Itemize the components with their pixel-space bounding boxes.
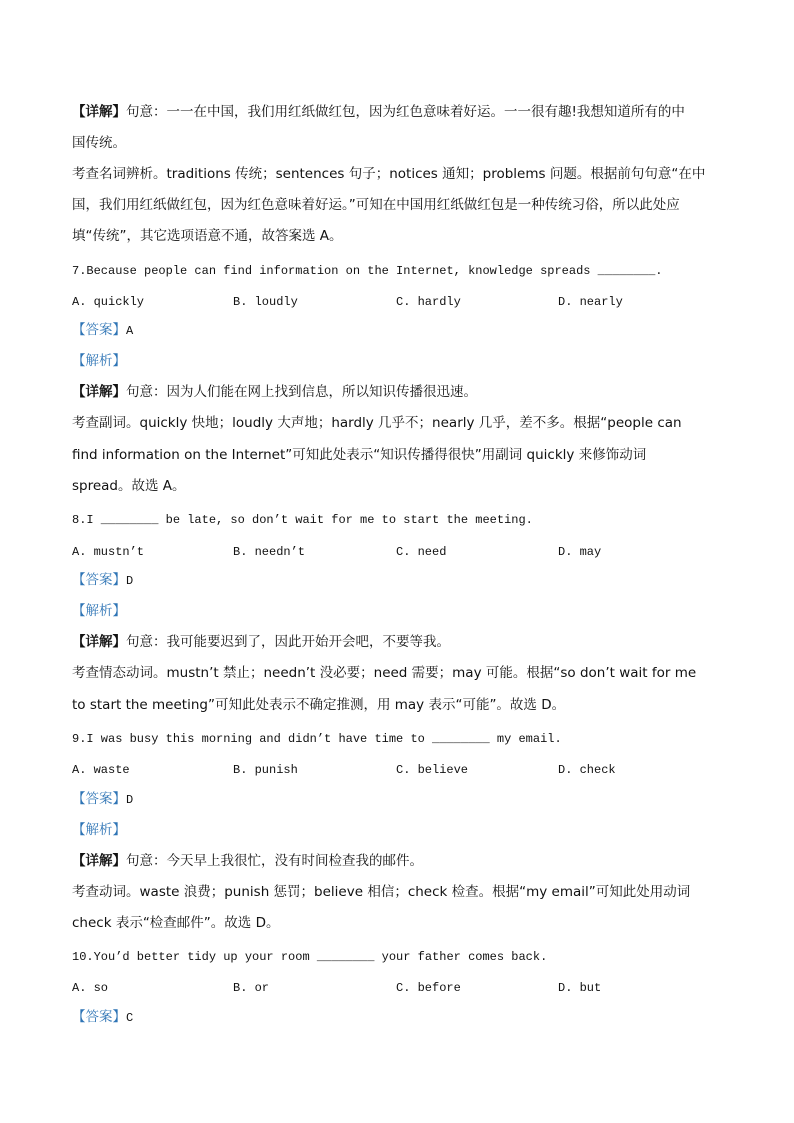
q9-option-a: A. waste [72, 763, 130, 777]
q7-detail-tag: 【详解】 [72, 384, 126, 400]
q7-option-b: B. loudly [233, 295, 298, 309]
q9-analysis-line-1: 考查动词。waste 浪费；punish 惩罚；believe 相信；check 检查。根据“my email”可知此处用动词 [72, 884, 691, 900]
q8-analysis-tag: 【解析】 [72, 603, 126, 619]
q8-detail-tag: 【详解】 [72, 634, 126, 650]
q7-analysis-tag: 【解析】 [72, 353, 126, 369]
q8-answer-tag: 【答案】 [72, 572, 126, 588]
q9-analysis-line-2: check 表示“检查邮件”。故选 D。 [72, 915, 280, 931]
q6-analysis-line-3: 填“传统”，其它选项语意不通，故答案选 A。 [72, 228, 343, 244]
q7-stem: 7.Because people can find information on the Internet, knowledge spreads ________. [72, 264, 663, 278]
q7-answer-tag: 【答案】 [72, 322, 126, 338]
q9-answer-value: D [126, 793, 134, 807]
q8-option-b: B. needn’t [233, 545, 306, 559]
q6-detail-line-2: 国传统。 [72, 135, 126, 151]
q8-detail [72, 633, 450, 651]
q9-answer-tag: 【答案】 [72, 791, 126, 807]
q8-option-d: D. may [558, 545, 602, 559]
q10-stem: 10.You’d better tidy up your room ________ your father comes back. [72, 950, 548, 964]
q10-answer-tag: 【答案】 [72, 1009, 126, 1025]
q10-option-b: B. or [233, 981, 270, 995]
q7-option-a: A. quickly [72, 295, 145, 309]
q9-option-c: C. believe [396, 763, 469, 777]
q8-option-a: A. mustn’t [72, 545, 145, 559]
q7-analysis-line-1: 考查副词。quickly 快地；loudly 大声地；hardly 几乎不；nearly 几乎，差不多。根据“people can [72, 415, 682, 431]
q7-option-c: C. hardly [396, 295, 461, 309]
q6-detail-tag: 【详解】 [72, 104, 126, 120]
q10-option-c: C. before [396, 981, 461, 995]
q8-answer [72, 571, 133, 590]
q8-analysis-line-2: to start the meeting”可知此处表示不确定推测，用 may 表示“可能”。故选 D。 [72, 697, 566, 713]
q8-answer-value: D [126, 574, 134, 588]
q6-analysis-line-2: 国，我们用红纸做红包，因为红色意味着好运。”可知在中国用红纸做红包是一种传统习俗，所以此处应 [72, 197, 680, 213]
q8-option-c: C. need [396, 545, 447, 559]
q7-answer [72, 321, 133, 340]
q6-analysis-line-1: 考查名词辨析。traditions 传统；sentences 句子；notices 通知；problems 问题。根据前句句意“在中 [72, 166, 706, 182]
q6-detail-text: 句意：一一在中国，我们用红纸做红包，因为红色意味着好运。一一很有趣!我想知道所有的中 [126, 104, 685, 120]
q8-stem: 8.I ________ be late, so don’t wait for me to start the meeting. [72, 513, 533, 527]
q9-option-b: B. punish [233, 763, 298, 777]
q7-detail-text: 句意：因为人们能在网上找到信息，所以知识传播很迅速。 [126, 384, 477, 400]
q9-detail-tag: 【详解】 [72, 853, 126, 869]
q7-analysis-line-2: find information on the Internet”可知此处表示“知识传播得很快”用副词 quickly 来修饰动词 [72, 447, 647, 463]
q10-option-a: A. so [72, 981, 109, 995]
q9-stem: 9.I was busy this morning and didn’t have time to ________ my email. [72, 732, 562, 746]
q7-option-d: D. nearly [558, 295, 623, 309]
q9-analysis-tag: 【解析】 [72, 822, 126, 838]
q8-analysis-line-1: 考查情态动词。mustn’t 禁止；needn’t 没必要；need 需要；may 可能。根据“so don’t wait for me [72, 665, 697, 681]
q9-detail-text: 句意：今天早上我很忙，没有时间检查我的邮件。 [126, 853, 423, 869]
q7-analysis-line-3: spread。故选 A。 [72, 478, 186, 494]
q9-detail [72, 852, 423, 870]
q10-answer [72, 1008, 133, 1027]
q10-option-d: D. but [558, 981, 602, 995]
q7-detail [72, 383, 477, 401]
q7-answer-value: A [126, 324, 134, 338]
q9-option-d: D. check [558, 763, 616, 777]
q8-detail-text: 句意：我可能要迟到了，因此开始开会吧，不要等我。 [126, 634, 450, 650]
q6-detail-line-1 [72, 103, 685, 121]
q10-answer-value: C [126, 1011, 134, 1025]
q9-answer [72, 790, 133, 809]
